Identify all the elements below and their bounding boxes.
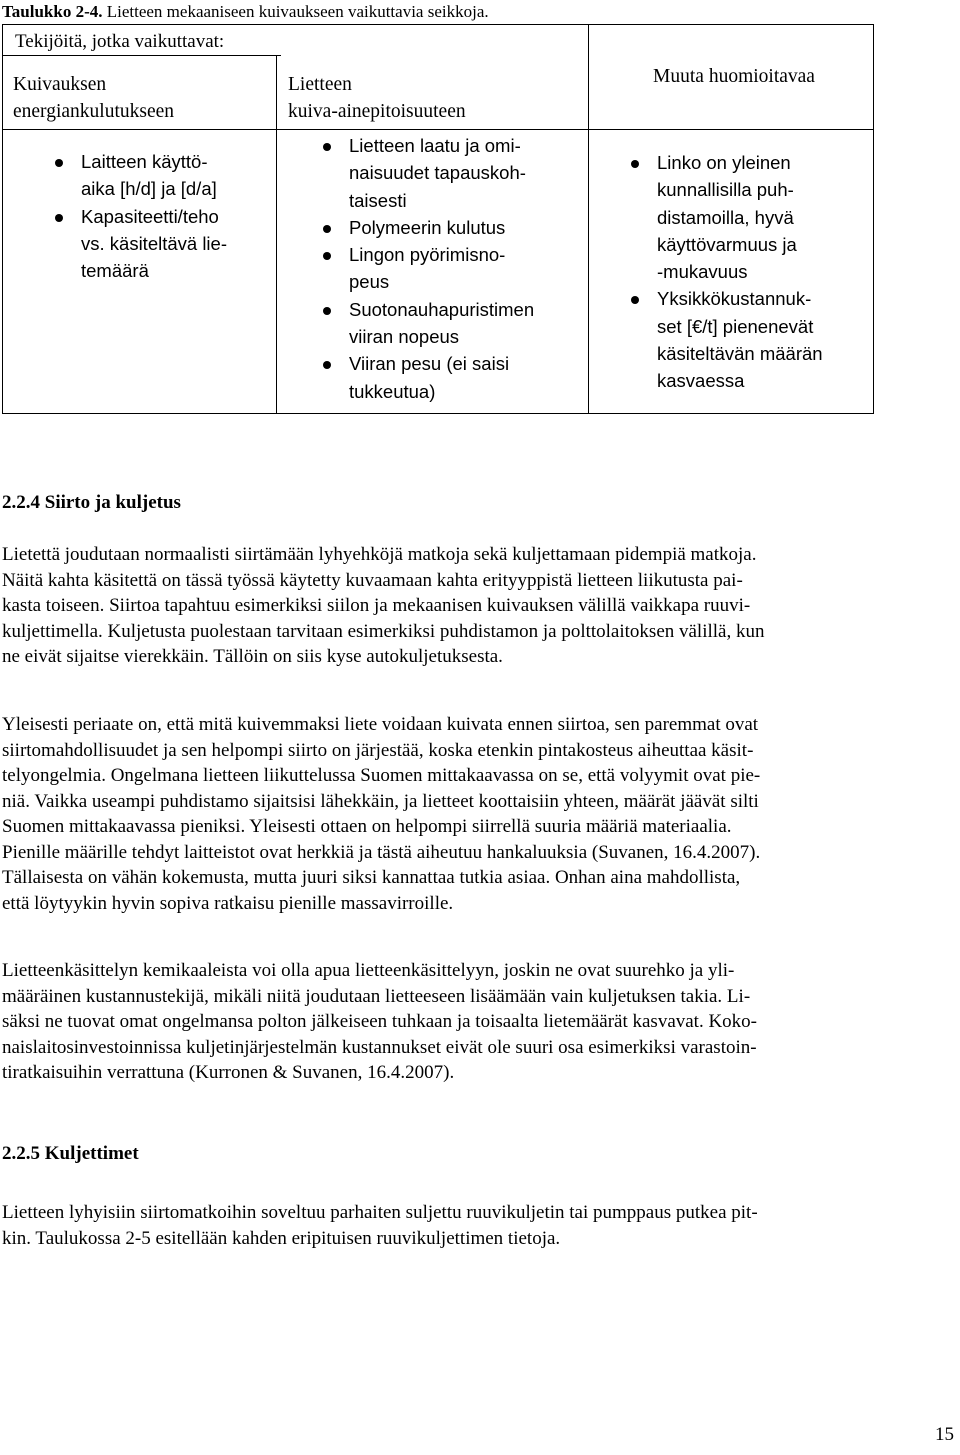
column-energy-list [55,148,265,284]
caption-label: Taulukko 2-4. [2,2,103,21]
list-item: Kapasiteetti/teho vs. käsiteltävä lie- temäärä [55,203,265,285]
bullet-icon [55,159,63,167]
list-item: Suotonauhapuristimen viiran nopeus [323,296,585,351]
factors-label: Tekijöitä, jotka vaikuttavat: [15,31,225,52]
section-heading-225: 2.2.5 Kuljettimet [2,1143,139,1164]
bullet-icon [323,361,331,369]
section-heading-224: 2.2.4 Siirto ja kuljetus [2,492,181,513]
bullet-icon [323,252,331,260]
column-header-dry-matter: Lietteen kuiva-ainepitoisuuteen [288,74,466,122]
list-item: Polymeerin kulutus [323,214,585,241]
table-divider [3,55,281,56]
bullet-icon [323,307,331,315]
factors-table [2,24,874,414]
column-dry-matter-list [323,132,585,405]
bullet-icon [55,214,63,222]
table-caption [2,2,489,22]
paragraph-conveyors: Lietteen lyhyisiin siirtomatkoihin soveltuu parhaiten suljettu ruuvikuljetin tai pumppaus putkea pit- kin. Taulukossa 2-5 esitellään kahden eripituisen ruuvikuljettimen tietoja. [2,1202,758,1249]
bullet-icon [323,225,331,233]
column-header-energy: Kuivauksen energiankulutukseen [13,74,175,122]
list-item: Viiran pesu (ei saisi tukkeutua) [323,350,585,405]
paragraph-transfer: Lietettä joudutaan normaalisti siirtämään lyhyehköjä matkoja sekä kuljettamaan pidempiä matkoja. Näitä kahta käsitettä on tässä työssä käytetty kuvaamaan kahta erityyppistä lietteen liikutusta pai- kasta toiseen. Siirtoa tapahtuu esimerkiksi siilon ja mekaanisen kuivauksen välillä vaikkapa ruuvi- kuljettimella. Kuljetusta puolestaan tarvitaan esimerkiksi puhdistamon ja polttolaitoksen välillä, kun ne eivät sijaitse vierekkäin. Tällöin on siis kyse autokuljetuksesta. [2,544,765,667]
paragraph-chemicals: Lietteenkäsittelyn kemikaaleista voi olla apua lietteenkäsittelyyn, joskin ne ovat suurehko ja yli- määräinen kustannustekijä, mikäli niitä joudutaan lietteeseen lisäämään vain kuljetuksen takia. Li- säksi ne tuovat omat ongelmansa polton jälkeiseen tuhkaan ja toisaalta lietemäärät kasvavat. Koko- naislaitosinvestoinnissa kuljetinjärjestelmän kustannukset eivät ole suuri osa esimerkiksi varastoin- tiratkaisuihin verrattuna (Kurronen & Suvanen, 16.4.2007). [2,960,758,1083]
list-item: Lingon pyörimisno- peus [323,241,585,296]
list-item: Linko on yleinen kunnallisilla puh- distamoilla, hyvä käyttövarmuus ja -mukavuus [631,149,871,285]
caption-text: Lietteen mekaaniseen kuivaukseen vaikuttavia seikkoja. [106,2,489,21]
column-divider [588,25,589,413]
page-number: 15 [935,1424,954,1445]
list-item: Yksikkökustannuk- set [€/t] pienenevät käsiteltävän määrän kasvaessa [631,285,871,394]
bullet-icon [631,296,639,304]
bullet-icon [631,160,639,168]
column-divider [276,55,277,413]
paragraph-principle: Yleisesti periaate on, että mitä kuivemmaksi liete voidaan kuivata ennen siirtoa, sen paremmat ovat siirtomahdollisuudet ja sen helpompi siirto on järjestää, koska etenkin pintakosteus aiheuttaa käsit- telyongelmia. Ongelmana lietteen liikuttelussa Suomen mittakaavassa on se, että volyymit ovat pie- niä. Vaikka useampi puhdistamo sijaitsisi lähekkäin, ja lietteet koottaisiin yhteen, määrät jäävät silti Suomen mittakaavassa pieniksi. Yleisesti ottaen on helpompi siirrellä suuria määriä materiaalia. Pienille määrille tehdyt laitteistot ovat herkkiä ja tästä aiheutuu hankaluuksia (Suvanen, 16.4.2007). Tällaisesta on vähän kokemusta, mutta juuri siksi kannattaa tutkia asiaa. Onhan aina mahdollista, että löytyykin hyvin sopiva ratkaisu pienille massavirroille. [2,714,761,914]
column-header-other: Muuta huomioitavaa [653,66,815,87]
list-item: Laitteen käyttö- aika [h/d] ja [d/a] [55,148,265,203]
column-other-list [631,149,871,395]
bullet-icon [323,143,331,151]
list-item: Lietteen laatu ja omi- naisuudet tapauskoh- taisesti [323,132,585,214]
header-divider [3,129,873,130]
